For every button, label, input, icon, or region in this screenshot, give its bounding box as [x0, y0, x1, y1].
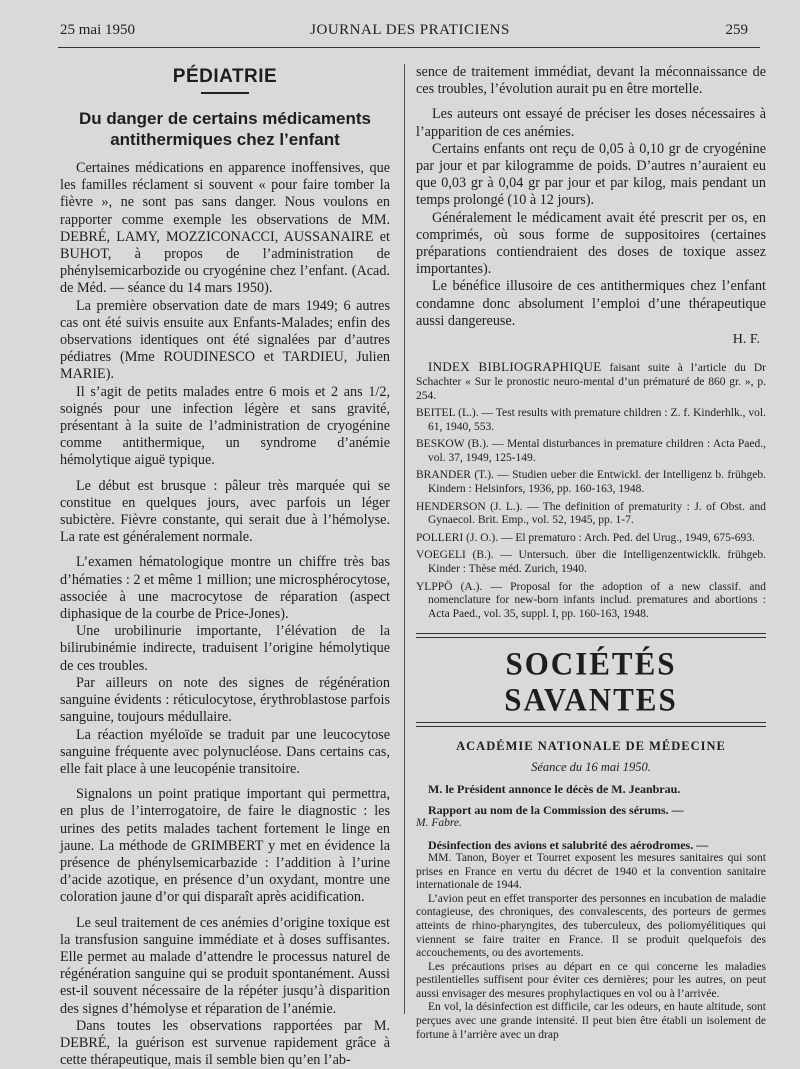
academie-heading: ACADÉMIE NATIONALE DE MÉDECINE — [456, 739, 726, 754]
bibliography-intro: faisant suite à l’article du Dr Schachter « Sur le pronostic neuro-mental d’un prématuré de 860 gr. », p. 254. — [416, 362, 766, 403]
paragraph: Les auteurs ont essayé de préciser les doses nécessaires à l’apparition de ces anémies. — [416, 106, 766, 140]
desinfection-paragraph: En vol, la désinfection est difficile, car les odeurs, en haute altitude, sont perçues avec une grande intensité. Il peut bien être établi un isolement de fortune à l’arrière avec un drap — [416, 1001, 766, 1041]
paragraph: La réaction myéloïde se traduit par une leucocytose sanguine fréquente avec polynucléose. Dans certains cas, elle fait place à une leucopénie transitoire. — [60, 726, 390, 777]
paragraph: Le début est brusque : pâleur très marquée qui se constitue en quelques jours, avec parfois un léger subictère. Fièvre constante, qui serait due à l’hémolyse. La rate est généralement normale. — [60, 477, 390, 546]
paragraph: L’examen hématologique montre un chiffre très bas d’hématies : 2 et même 1 million; une microsphérocytose, associée à une macrocytose de réparation (aspect diphasique de la courbe de Price-Jones). — [60, 554, 390, 623]
reference-item: VOEGELI (B.). — Untersuch. über die Intelligenzentwicklk. frühgeb. Kinder : Thèse méd. Zurich, 1940. — [416, 549, 766, 575]
paragraph-continuation: sence de traitement immédiat, devant la méconnaissance de ces troubles, l’évolution aurait pu en être mortelle. — [416, 64, 766, 98]
paragraph: Généralement le médicament avait été prescrit per os, en comprimés, où sous forme de suppositoires (certaines préparations contiendraient des doses de toxique assez importantes). — [416, 209, 766, 278]
paragraph: Le bénéfice illusoire de ces antithermiques chez l’enfant condamne donc absolument l’emploi d’une thérapeutique aussi dangereuse. — [416, 278, 766, 329]
announcement: M. le Président annonce le décès de M. Jeanbrau. — [428, 782, 681, 797]
paragraph: Signalons un point pratique important qui permettra, en plus de l’interrogatoire, de faire le diagnostic : les urines des petits malades tachent fortement le linge en jaune. La méthode de GRIMBERT y met en évidence la présence de phénylsemicarbazide : l’addition à l’urine d’acide azotique, en présence d’un oxydant, montre une coloration jaune d’or qui disparaît après acidification. — [60, 786, 390, 906]
reference-item: POLLERI (J. O.). — El prematuro : Arch. Ped. del Urug., 1949, 675-693. — [416, 531, 755, 544]
seance-date: Séance du 16 mai 1950. — [531, 760, 651, 775]
paragraph: Une urobilinurie importante, l’élévation de la bilirubinémie indirecte, traduisent l’origine hémolytique de ces troubles. — [60, 623, 390, 674]
societes-heading: SOCIÉTÉS SAVANTES — [504, 645, 678, 719]
column-divider — [404, 64, 405, 1014]
title-underline — [201, 92, 249, 94]
header-rule — [58, 47, 760, 48]
paragraph: Par ailleurs on note des signes de régénération sanguine évidents : réticulocytose, érythroblastose parfois sanguine, toujours médullaire. — [60, 674, 390, 726]
reference-item: BRANDER (T.). — Studien ueber die Entwickl. der Intelligenz b. frühgeb. Kindern : Helsinfors, 1936, pp. 160-163, 1948. — [416, 469, 766, 496]
reference-item: BEITEL (L.). — Test results with premature children : Z. f. Kinderhlk., vol. 61, 1940, 553. — [416, 407, 766, 433]
section-title: PÉDIATRIE — [172, 66, 278, 87]
header-journal-title: JOURNAL DES PRATICIENS — [310, 22, 510, 38]
article-title: Du danger de certains médicaments antithermiques chez l’enfant — [79, 109, 371, 149]
report-author: M. Fabre. — [416, 817, 462, 830]
reference-item: BESKOW (B.). — Mental disturbances in premature children : Acta Paed., vol. 37, 1949, 125-149. — [416, 438, 766, 464]
reference-item: HENDERSON (J. L.). — The definition of prematurity : J. of Obst. and Gynaecol. Brit. Emp., vol. 52, 1945, pp. 1-7. — [416, 500, 766, 527]
section-divider — [416, 722, 766, 727]
author-signature: H. F. — [732, 332, 760, 348]
bibliography-heading — [416, 360, 766, 403]
desinfection-paragraph: Les précautions prises au départ en ce qui concerne les maladies pestilentielles suffisent pour éviter ces dernières; pour les autres, on peut aussi envisager des mesures prophylactiques en vol ou à l’arrivée. — [416, 960, 766, 1000]
paragraph: Certaines médications en apparence inoffensives, que les familles réclament si souvent « pour faire tomber la fièvre », ne sont pas sans danger. Nous voulons en rapporter comme exemple les observations de MM. DEBRÉ, LAMY, MOZZICONACCI, AUSSANAIRE et BUHOT, à propos de l’administration de phénylsemicarbozide ou cryogénine chez l’enfant. (Acad. de Méd. — séance du 14 mars 1950). — [60, 160, 390, 297]
paragraph: Il s’agit de petits malades entre 6 mois et 2 ans 1/2, soignés pour une infection légère et sans gravité, présentant à la suite de l’administration de cryogénine comme antithermique, un syndrome d’anémie hémolytique aiguë typique. — [60, 383, 390, 469]
page-number: 259 — [725, 22, 748, 38]
desinfection-paragraph: MM. Tanon, Boyer et Tourret exposent les mesures sanitaires qui sont prises en France en vertu du décret de 1940 et la convention sanitaire internationale de 1944. — [416, 851, 766, 892]
header-date: 25 mai 1950 — [60, 22, 135, 38]
paragraph: Certains enfants ont reçu de 0,05 à 0,10 gr de cryogénine par jour et par kilogramme de poids. D’autres n’auraient eu que 0,03 gr à 0,04 gr par jour et par kilog, mais pendant un temps prolongé (10 à 12 jours). — [416, 140, 766, 209]
bibliography-title: INDEX BIBLIOGRAPHIQUE — [428, 359, 602, 375]
right-column — [416, 64, 766, 1042]
reference-item: YLPPÖ (A.). — Proposal for the adoption of a new classif. and nomenclature for new-born infants includ. prematures and abortions : Acta Paed., vol. 35, suppl. I, pp. 160-163, 1948. — [416, 580, 766, 620]
desinfection-title: Désinfection des avions et salubrité des aérodromes. — — [428, 837, 709, 852]
report-title: Rapport au nom de la Commission des sérums. — — [428, 803, 684, 818]
paragraph: Dans toutes les observations rapportées par M. DEBRÉ, la guérison est survenue rapidement grâce à cette thérapeutique, mais il semble bien qu’en l’ab- — [60, 1017, 390, 1069]
desinfection-paragraph: L’avion peut en effet transporter des personnes en incubation de maladie contagieuse, des chroniques, des convalescents, des porteurs de germes atteints de rhino-pharyngites, des tuberculeux, des poliomyélitiques qui viennent se faire traiter en France. Il se produit quelquefois des accouchements, ou des avortements. — [416, 892, 766, 960]
running-header — [60, 22, 760, 44]
paragraph: La première observation date de mars 1949; 6 autres cas ont été suivis ensuite aux Enfants-Malades; enfin des observations identiques ont été signalées par d’autres pédiatres (Mme ROUDINESCO et TARDIEU, Julien MARIE). — [60, 297, 390, 383]
paragraph: Le seul traitement de ces anémies d’origine toxique est la transfusion sanguine immédiate et à doses suffisantes. Elle permet au malade d’attendre le processus naturel de régénération sanguine qui se produit spontanément. Aussi est-il souvent nécessaire de la répéter jusqu’à disparition des signes d’hémolyse et réparation de l’anémie. — [60, 914, 390, 1017]
section-divider — [416, 633, 766, 638]
left-column — [60, 64, 390, 1069]
